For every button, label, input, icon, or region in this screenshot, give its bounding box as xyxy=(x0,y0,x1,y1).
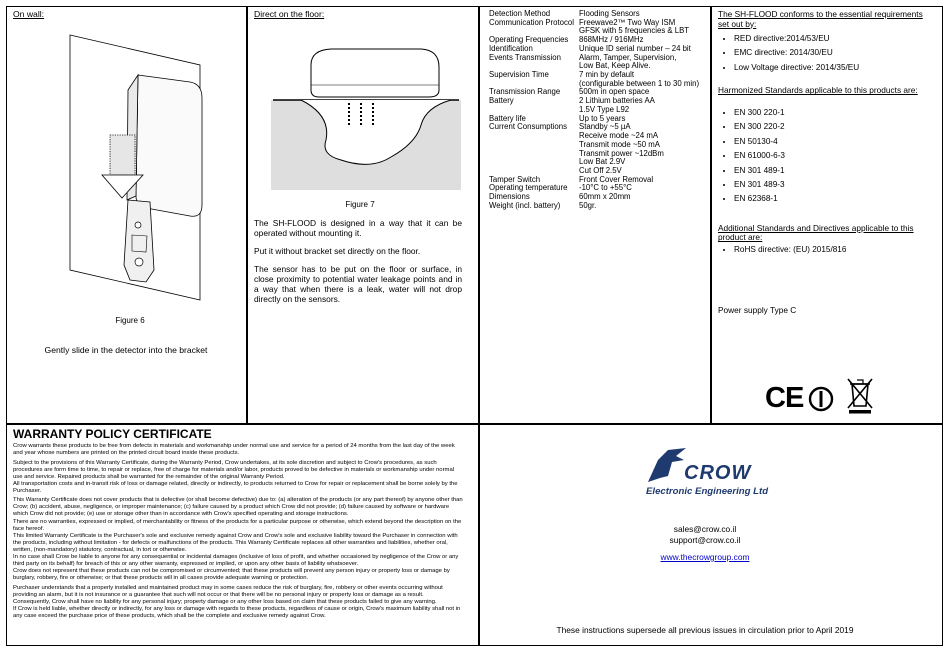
ce-mark-icon: CE xyxy=(765,382,804,414)
crow-logo xyxy=(646,446,769,502)
list-item: • RED directive:2014/53/EU xyxy=(734,34,936,43)
spec-value-line: 60mm x 20mm xyxy=(579,192,631,202)
panel-conformity xyxy=(718,10,936,316)
additional-list xyxy=(718,245,936,254)
spec-key: Events Transmission xyxy=(489,52,561,62)
spec-value-line: 50gr. xyxy=(579,200,597,210)
divider xyxy=(478,6,480,646)
conformity-heading: The SH-FLOOD conforms to the essential requirements set out by: xyxy=(718,9,923,29)
spec-value-line: 2 Lithium batteries AA xyxy=(579,96,655,106)
spec-key: Operating Frequencies xyxy=(489,35,569,45)
spec-value-line: Transmit mode ~50 mA xyxy=(579,139,660,149)
paragraph: The sensor has to be put on the floor or surface, in close proximity to potential water leakage points and in a way that when there is a leak, water will not drop directly on the sensors. xyxy=(254,264,462,305)
panel-specifications xyxy=(489,10,705,211)
spec-key: Weight (incl. battery) xyxy=(489,200,561,210)
spec-key: Operating temperature xyxy=(489,183,568,193)
spec-value-line: 7 min by default xyxy=(579,70,635,80)
figure-6-illustration xyxy=(50,30,210,315)
logo-subtitle: Electronic Engineering Ltd xyxy=(646,486,769,497)
spec-value-line: Cut Off 2.5V xyxy=(579,165,622,175)
spec-key: Dimensions xyxy=(489,192,530,202)
compliance-marks xyxy=(765,380,880,416)
spec-row xyxy=(489,123,699,175)
spec-value-line: 1.5V Type L92 xyxy=(579,104,630,114)
support-email[interactable]: support@crow.co.il xyxy=(669,534,741,545)
spec-key: Identification xyxy=(489,43,533,53)
warranty-paragraph: Subject to the provisions of this Warranty Certificate, during the Warranty Period, Crow undertakes, at its sole discretion and subject to Crow's procedures, as such procedures are form time to time, to repair or replace, free of charge for materials and/or labor, products proved to be defective in materials or workmanship under normal use and service. Repaired products shall be warranted for the remainder of the original Warranty Period. All transportation costs and in-transit risk of loss or damage related, directly or indirectly, to products returned to Crow for repair or replacement shall be borne solely by the Purchaser. xyxy=(13,459,458,494)
spec-value xyxy=(579,193,699,202)
floor-text xyxy=(254,218,462,313)
warranty-paragraph: This Warranty Certificate does not cover products that is defective (or shall become defective) due to: (a) alteration of the products (or any part thereof) by anyone other than Crow; (b) accident, abuse, negligence, or improper maintenance; (c) failure caused by a product which Crow did not provide; (d) failure caused by software or hardware which Crow did not provide; (e) use or storage other than in accordance with Crow's specified operating and storage instructions. There are no warranties, expressed or implied, of merchantability or fitness of the products for a particular purpose or otherwise, which extend beyond the description on the face hereof. This limited Warranty Certificate is the Purchaser's sole and exclusive remedy against Crow and Crow's sole and exclusive liability toward the Purchaser in connection with the products, including without limitation - for defects or malfunctions of the products. This Warranty Certificate replaces all other warranties and liabilities, whether oral, written, (non-mandatory) statutory, contractual, in tort or otherwise. In no case shall Crow be liable to anyone for any consequential or incidental damages (inclusive of loss of profit, and whether occasioned by negligence of the Crow or any third party on its behalf) for breach of this or any other warranty, expressed or implied, or upon any other basis of liability whatsoever. Crow does not represent that these products can not be compromised or circumvented; that these products will prevent any person injury or property loss or damage by burglary, robbery, fire or otherwise; or that these products will in all cases provide adequate warning or protection. xyxy=(13,497,463,582)
paragraph: The SH-FLOOD is designed in a way that it can be operated without mounting it. xyxy=(254,218,462,239)
spec-value-line: Unique ID serial number – 24 bit xyxy=(579,43,691,53)
spec-row xyxy=(489,54,699,71)
spec-value-line: Low Bat, Keep Alive. xyxy=(579,61,651,71)
spec-value-line: 500m in open space xyxy=(579,87,650,97)
directive-list xyxy=(718,34,936,72)
spec-value-line: Receive mode ~24 mA xyxy=(579,131,659,141)
spec-value-line: -10°C to +55°C xyxy=(579,183,632,193)
paragraph: Put it without bracket set directly on the floor. xyxy=(254,246,421,257)
standards-list xyxy=(718,108,936,204)
divider xyxy=(710,6,712,424)
spec-key: Tamper Switch xyxy=(489,174,541,184)
list-item: • EN 301 489-3 xyxy=(734,180,936,189)
figure-7-caption: Figure 7 xyxy=(345,200,375,209)
crow-bird-icon xyxy=(646,446,688,484)
figure-6-caption: Figure 6 xyxy=(115,316,145,325)
spec-value xyxy=(579,71,699,88)
warranty-paragraph: Purchaser understands that a properly installed and maintained product may in some cases reduce the risk of burglary, fire, robbery or other events occurring without providing an alarm, but it is not insurance or a guarantee that such will not occur or that there will be no personal injury or property loss or damage as a result. Consequently, Crow shall have no liability for any personal injury; property damage or any other loss based on claim that these products failed to give any warning. If Crow is held liable, whether directly or indirectly, for any loss or damage with regards to these products, regardless of cause or origin, Crow's maximum liability shall not in any case exceed the purchase price of these products, which shall be the complete and exclusive remedy against Crow. xyxy=(13,584,461,619)
spec-key: Current Consumptions xyxy=(489,122,568,132)
spec-key: Supervision Time xyxy=(489,70,549,80)
spec-value-line: (configurable between 1 to 30 min) xyxy=(579,78,700,88)
additional-heading: Additional Standards and Directives applicable to this product are: xyxy=(718,222,914,243)
list-item: • EN 300 220-1 xyxy=(734,108,936,117)
spec-key: Battery xyxy=(489,96,514,106)
spec-value-line: Standby ~5 µA xyxy=(579,122,631,132)
spec-value-line: GFSK with 5 frequencies & LBT xyxy=(579,26,690,36)
supersede-notice: These instructions supersede all previous issues in circulation prior to April 2019 xyxy=(556,625,854,635)
spec-row xyxy=(489,97,699,114)
spec-value-line: Transmit power ~12dBm xyxy=(579,148,664,158)
power-supply-text: Power supply Type C xyxy=(718,305,797,316)
spec-value xyxy=(579,19,699,36)
warranty-paragraph: Crow warrants these products to be free from defects in materials and workmanship under normal use and service for a period of 24 months from the last day of the week and year whose numbers are printed on the printed circuit board inside these products. xyxy=(13,443,455,457)
spec-key: Battery life xyxy=(489,113,526,123)
figure-7-illustration xyxy=(271,45,461,190)
spec-value-line: Up to 5 years xyxy=(579,113,626,123)
spec-value-line: Flooding Sensors xyxy=(579,9,640,18)
spec-value xyxy=(579,202,699,211)
divider xyxy=(246,6,248,424)
sales-email[interactable]: sales@crow.co.il xyxy=(673,524,737,534)
spec-value xyxy=(579,97,699,114)
website-link[interactable]: www.thecrowgroup.com xyxy=(660,551,750,562)
class-ii-alert-icon xyxy=(808,386,834,412)
spec-value-line: 868MHz / 916MHz xyxy=(579,35,644,45)
list-item: • EN 300 220-2 xyxy=(734,122,936,131)
spec-key: Communication Protocol xyxy=(489,17,574,27)
spec-value-line: Front Cover Removal xyxy=(579,174,654,184)
list-item: • Low Voltage directive: 2014/35/EU xyxy=(734,63,936,72)
spec-value-line: Freewave2™ Two Way ISM xyxy=(579,17,676,27)
spec-row xyxy=(489,71,699,88)
instruction-text: Gently slide in the detector into the bracket xyxy=(44,345,208,355)
spec-row xyxy=(489,202,699,211)
list-item: • EN 301 489-1 xyxy=(734,166,936,175)
wall-heading: On wall: xyxy=(13,9,45,19)
spec-key: Transmission Range xyxy=(489,87,561,97)
list-item: • EN 50130-4 xyxy=(734,137,936,146)
weee-bin-icon xyxy=(845,376,875,414)
floor-heading: Direct on the floor: xyxy=(254,9,325,19)
list-item: • EN 62368-1 xyxy=(734,194,936,203)
warranty-title: WARRANTY POLICY CERTIFICATE xyxy=(13,427,212,441)
spec-value xyxy=(579,123,699,175)
warranty-text xyxy=(13,443,465,622)
spec-table xyxy=(489,10,699,211)
list-item: • EN 61000-6-3 xyxy=(734,151,936,160)
spec-row xyxy=(489,19,699,36)
divider xyxy=(6,423,943,425)
spec-value xyxy=(579,54,699,71)
list-item: • EMC directive: 2014/30/EU xyxy=(734,48,936,57)
list-item: • RoHS directive: (EU) 2015/816 xyxy=(734,245,936,254)
spec-value-line: Alarm, Tamper, Supervision, xyxy=(579,52,677,62)
contact-block xyxy=(600,524,810,563)
spec-key: Detection Method xyxy=(489,9,551,18)
standards-heading: Harmonized Standards applicable to this products are: xyxy=(718,85,918,96)
logo-text: CROW xyxy=(684,462,752,484)
spec-value-line: Low Bat 2.9V xyxy=(579,157,626,167)
